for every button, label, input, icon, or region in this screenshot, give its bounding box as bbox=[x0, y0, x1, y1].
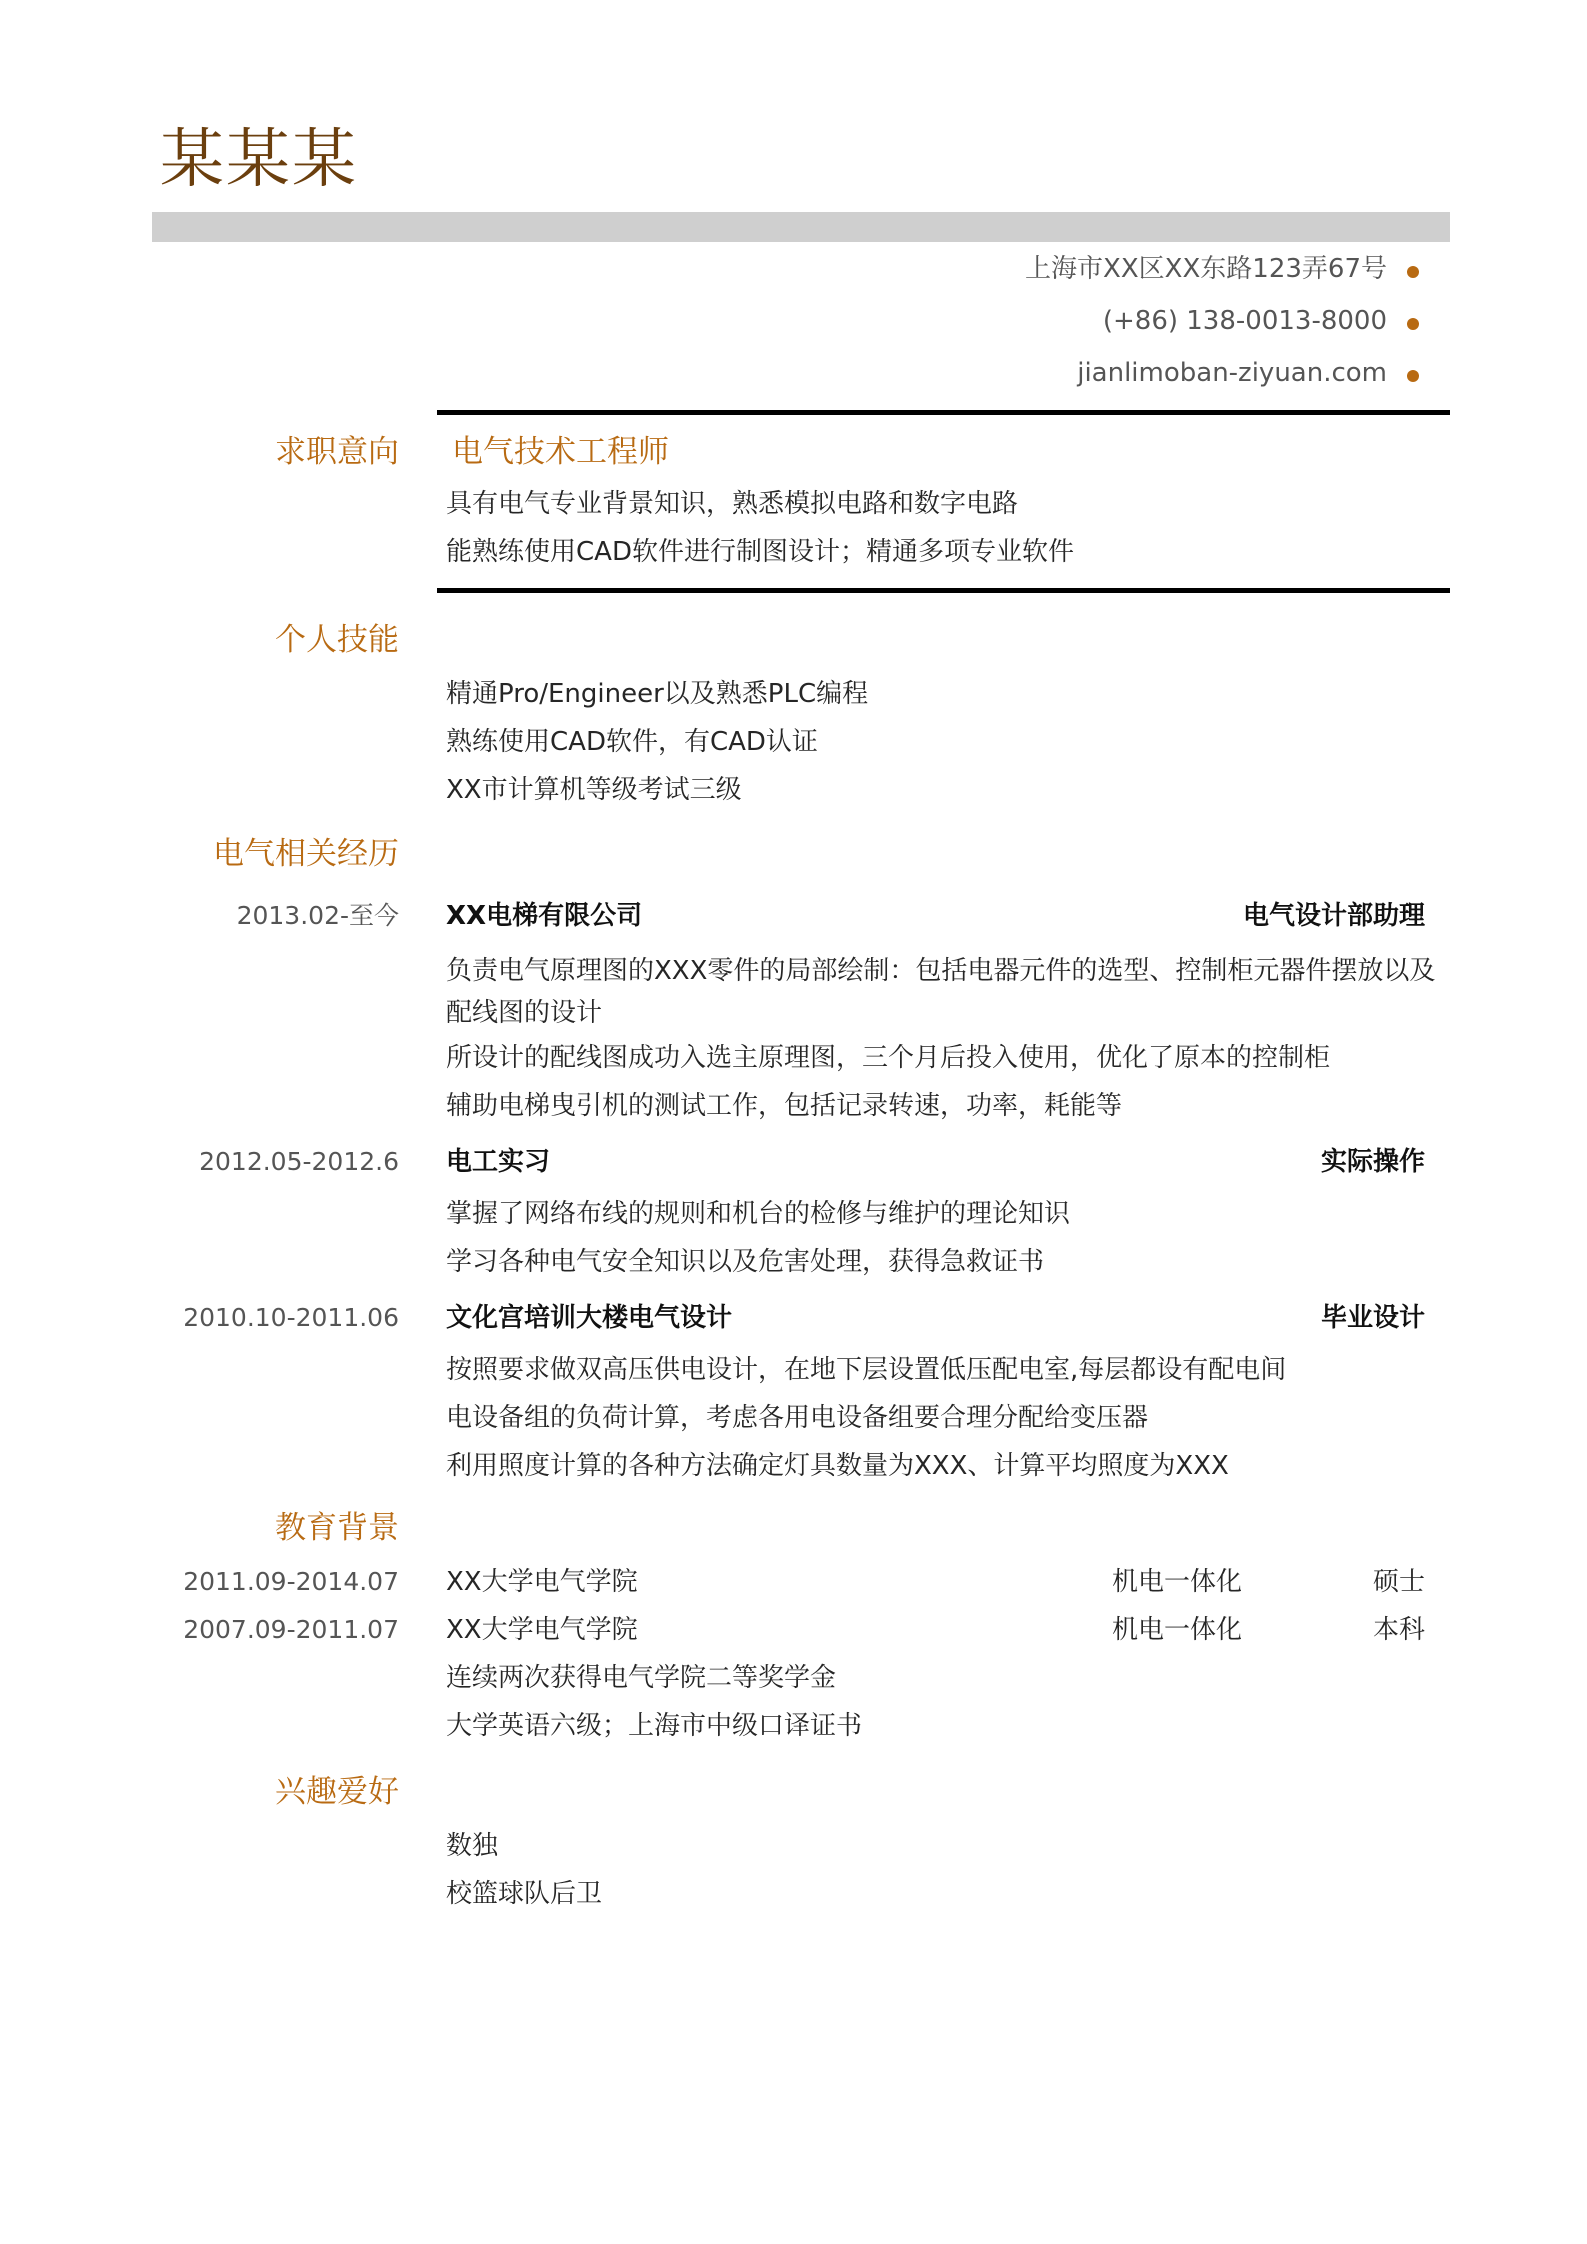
objective-bottom-rule bbox=[437, 588, 1450, 593]
education-school: XX大学电气学院 bbox=[446, 1567, 638, 1597]
experience-line: 辅助电梯曳引机的测试工作，包括记录转速，功率，耗能等 bbox=[446, 1091, 1123, 1121]
bullet-icon bbox=[1407, 266, 1419, 278]
bullet-icon bbox=[1407, 318, 1419, 330]
skill-line: XX市计算机等级考试三级 bbox=[446, 775, 742, 805]
experience-line: 按照要求做双高压供电设计，在地下层设置低压配电室,每层都设有配电间 bbox=[446, 1355, 1287, 1385]
experience-role: 毕业设计 bbox=[1320, 1303, 1425, 1333]
experience-date: 2012.05-2012.6 bbox=[199, 1147, 399, 1176]
education-line: 大学英语六级；上海市中级口译证书 bbox=[446, 1711, 863, 1741]
education-degree: 本科 bbox=[1372, 1615, 1425, 1645]
section-title-education: 教育背景 bbox=[275, 1510, 399, 1546]
header-band bbox=[152, 212, 1450, 242]
experience-line: 掌握了网络布线的规则和机台的检修与维护的理论知识 bbox=[446, 1199, 1071, 1229]
resume-name: 某某某 bbox=[160, 123, 358, 197]
objective-top-rule bbox=[437, 410, 1450, 415]
experience-org: XX电梯有限公司 bbox=[446, 901, 643, 931]
section-title-objective: 求职意向 bbox=[275, 434, 399, 470]
experience-role: 电气设计部助理 bbox=[1242, 901, 1425, 931]
experience-org: 文化宫培训大楼电气设计 bbox=[446, 1303, 733, 1333]
education-school: XX大学电气学院 bbox=[446, 1615, 638, 1645]
education-date: 2007.09-2011.07 bbox=[183, 1615, 399, 1644]
contact-address: 上海市XX区XX东路123弄67号 bbox=[1025, 254, 1387, 284]
education-major: 机电一体化 bbox=[1112, 1615, 1243, 1645]
experience-org: 电工实习 bbox=[446, 1147, 551, 1177]
experience-line: 电设备组的负荷计算，考虑各用电设备组要合理分配给变压器 bbox=[446, 1403, 1149, 1433]
section-title-hobbies: 兴趣爱好 bbox=[275, 1774, 399, 1810]
objective-position: 电气技术工程师 bbox=[452, 434, 669, 470]
experience-line: 学习各种电气安全知识以及危害处理，获得急救证书 bbox=[446, 1247, 1045, 1277]
skill-line: 精通Pro/Engineer以及熟悉PLC编程 bbox=[446, 679, 869, 709]
section-title-skills: 个人技能 bbox=[275, 622, 399, 658]
contact-phone: (+86) 138-0013-8000 bbox=[1102, 306, 1387, 336]
education-major: 机电一体化 bbox=[1112, 1567, 1243, 1597]
objective-line: 具有电气专业背景知识，熟悉模拟电路和数字电路 bbox=[446, 489, 1019, 519]
education-line: 连续两次获得电气学院二等奖学金 bbox=[446, 1663, 837, 1693]
objective-line: 能熟练使用CAD软件进行制图设计；精通多项专业软件 bbox=[446, 537, 1074, 567]
skill-line: 熟练使用CAD软件，有CAD认证 bbox=[446, 727, 818, 757]
experience-line: 所设计的配线图成功入选主原理图，三个月后投入使用，优化了原本的控制柜 bbox=[446, 1043, 1331, 1073]
hobby-line: 校篮球队后卫 bbox=[446, 1879, 603, 1909]
experience-date: 2013.02-至今 bbox=[236, 901, 399, 930]
section-title-experience: 电气相关经历 bbox=[213, 836, 399, 872]
bullet-icon bbox=[1407, 370, 1419, 382]
experience-line: 负责电气原理图的XXX零件的局部绘制：包括电器元件的选型、控制柜元器件摆放以及配线图的设计 bbox=[446, 956, 1436, 1028]
experience-role: 实际操作 bbox=[1320, 1147, 1425, 1177]
education-date: 2011.09-2014.07 bbox=[183, 1567, 399, 1596]
hobby-line: 数独 bbox=[446, 1831, 499, 1861]
education-degree: 硕士 bbox=[1372, 1567, 1425, 1597]
contact-website[interactable]: jianlimoban-ziyuan.com bbox=[1077, 358, 1387, 388]
experience-line: 利用照度计算的各种方法确定灯具数量为XXX、计算平均照度为XXX bbox=[446, 1451, 1229, 1481]
experience-date: 2010.10-2011.06 bbox=[183, 1303, 399, 1332]
